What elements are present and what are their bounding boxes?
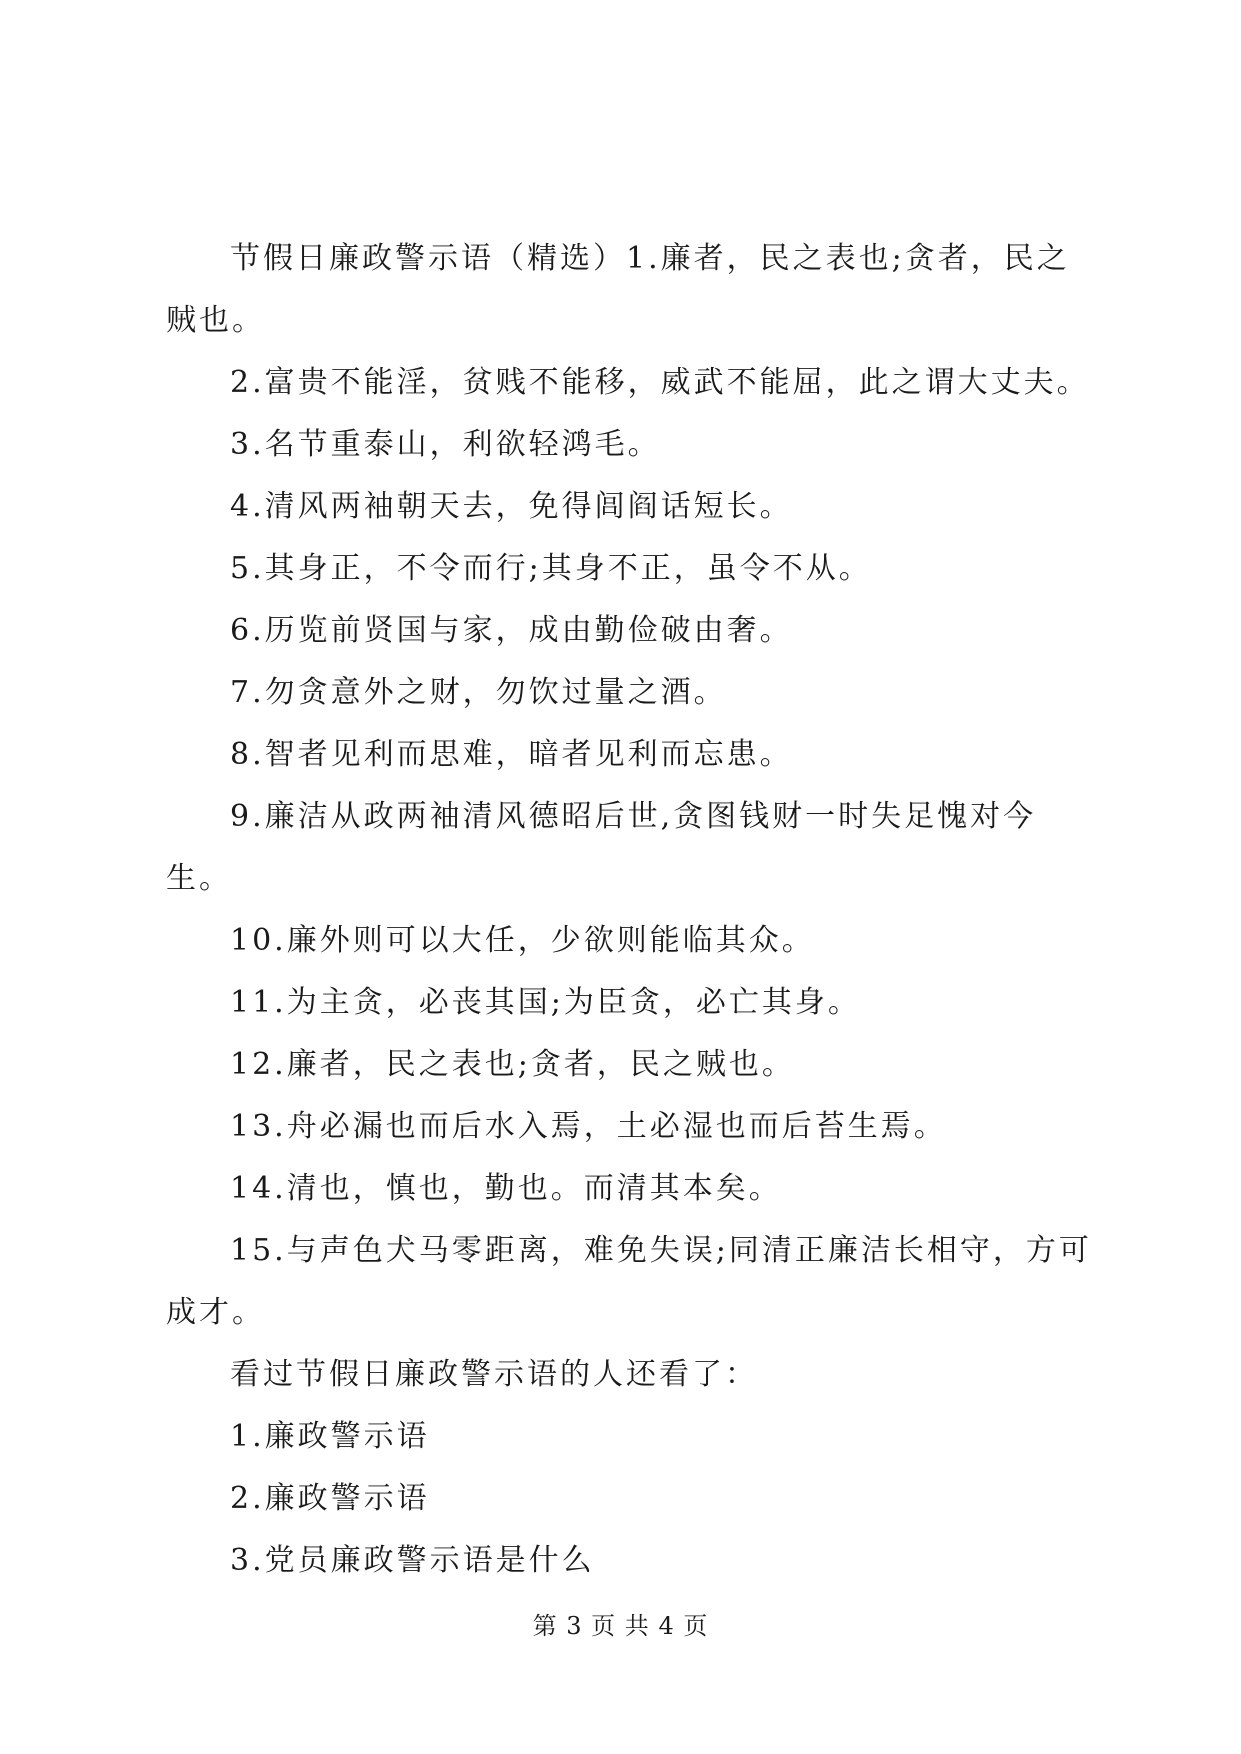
paragraph-14: 14.清也，慎也，勤也。而清其本矣。 xyxy=(230,1171,782,1206)
paragraph-11: 11.为主贪，必丧其国;为臣贪，必亡其身。 xyxy=(230,985,861,1020)
paragraph-1: 节假日廉政警示语（精选）1.廉者，民之表也;贪者，民之贼也。 xyxy=(166,241,1070,338)
paragraph-4: 4.清风两袖朝天去，免得闾阎话短长。 xyxy=(230,489,793,524)
paragraph-15: 15.与声色犬马零距离，难免失误;同清正廉洁长相守，方可成才。 xyxy=(166,1233,1092,1330)
page-number-footer: 第 3 页 共 4 页 xyxy=(532,1612,709,1640)
paragraph-3: 3.名节重泰山，利欲轻鸿毛。 xyxy=(230,427,661,462)
paragraph-2: 2.富贵不能淫，贫贱不能移，威武不能屈，此之谓大丈夫。 xyxy=(230,365,1090,400)
related-link-2[interactable]: 2.廉政警示语 xyxy=(230,1481,430,1516)
paragraph-7: 7.勿贪意外之财，勿饮过量之酒。 xyxy=(230,675,727,710)
paragraph-10: 10.廉外则可以大任，少欲则能临其众。 xyxy=(230,923,815,958)
paragraph-9: 9.廉洁从政两袖清风德昭后世,贪图钱财一时失足愧对今生。 xyxy=(166,799,1037,896)
paragraph-5: 5.其身正，不令而行;其身不正，虽令不从。 xyxy=(230,551,872,586)
paragraph-6: 6.历览前贤国与家，成由勤俭破由奢。 xyxy=(230,613,793,648)
related-link-1[interactable]: 1.廉政警示语 xyxy=(230,1419,430,1454)
paragraph-8: 8.智者见利而思难，暗者见利而忘患。 xyxy=(230,737,793,772)
related-link-3[interactable]: 3.党员廉政警示语是什么 xyxy=(230,1543,595,1578)
paragraph-13: 13.舟必漏也而后水入焉，土必湿也而后苔生焉。 xyxy=(230,1109,947,1144)
document-body xyxy=(166,228,1096,1592)
related-heading: 看过节假日廉政警示语的人还看了： xyxy=(230,1357,758,1392)
paragraph-12: 12.廉者，民之表也;贪者，民之贼也。 xyxy=(230,1047,795,1082)
